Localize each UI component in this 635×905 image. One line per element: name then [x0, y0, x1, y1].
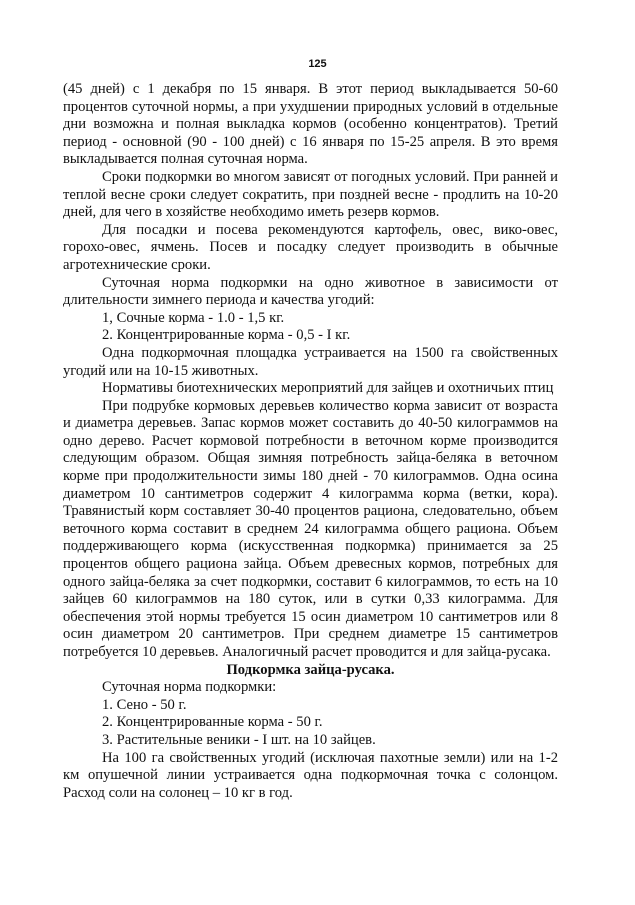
- list-item: 3. Растительные веники - I шт. на 10 зайцев.: [102, 731, 376, 748]
- list-item: 2. Концентрированные корма - 0,5 - I кг.: [102, 327, 351, 344]
- paragraph: Суточная норма подкормки:: [102, 679, 277, 696]
- paragraph: Для посадки и посева рекомендуются картофель, овес, вико-овес, горохо-овес, ячмень. Посев и посадку следует производить в обычные агротехнические сроки.: [63, 221, 558, 273]
- paragraph: Одна подкормочная площадка устраивается на 1500 га свойственных угодий или на 10-15 животных.: [63, 344, 558, 379]
- paragraph: Сроки подкормки во многом зависят от погодных условий. При ранней и теплой весне сроки следует сократить, при поздней весне - продлить на 10-20 дней, для чего в хозяйстве необходимо иметь резерв кормов.: [63, 168, 558, 221]
- page-number: 125: [308, 58, 327, 70]
- paragraph: Суточная норма подкормки на одно животное в зависимости от длительности зимнего периода и качества угодий:: [63, 274, 558, 309]
- paragraph: (45 дней) с 1 декабря по 15 января. В этот период выкладывается 50-60 процентов суточной нормы, а при ухудшении природных условий в отдельные дни возможна и полная выкладка кормов (особенно концентратов). Третий период - основной (90 - 100 дней) с 16 января по 15-25 апреля. В это время выкладывается полная суточная норма.: [63, 81, 558, 168]
- list-item: 2. Концентрированные корма - 50 г.: [102, 714, 323, 731]
- paragraph: На 100 га свойственных угодий (исключая пахотные земли) или на 1-2 км опушечной линии устраивается одна подкормочная точка с солонцом. Расход соли на солонец – 10 кг в год.: [63, 749, 558, 801]
- paragraph: При подрубке кормовых деревьев количество корма зависит от возраста и диаметра деревьев. Запас кормов может составить до 40-50 килограммов на одно дерево. Расчет кормовой потребности в веточном корме производится следующим образом. Общая зимняя потребность зайца-беляка в веточном корме при продолжительности зимы 180 дней - 70 килограммов. Одна осина диаметром 10 сантиметров содержит 4 килограмма корма (ветки, кора). Травянистый корм составляет 30-40 процентов рациона, следовательно, объем веточного корма составит в среднем 24 килограмма общего рациона. Объем поддерживающего корма (искусственная подкормка) принимается за 25 процентов общего рациона зайца. Объем древесных кормов, потребных для одного зайца-беляка за счет подкормки, составит 6 килограммов, то есть на 10 зайцев 60 килограммов на 180 суток, или в сутки 0,33 килограмма. Для обеспечения этой нормы требуется 15 осин диаметром 10 сантиметров или 8 осин диаметром 20 сантиметров. При среднем диаметре 15 сантиметров потребуется 10 деревьев. Аналогичный расчет проводится и для зайца-русака.: [63, 397, 558, 660]
- page-body: [63, 81, 558, 802]
- subheading: Подкормка зайца-русака.: [226, 661, 395, 678]
- list-item: 1. Сено - 50 г.: [102, 696, 187, 713]
- list-item: 1, Сочные корма - 1.0 - 1,5 кг.: [102, 309, 285, 326]
- section-heading: Нормативы биотехнических мероприятий для зайцев и охотничьих птиц: [102, 380, 554, 397]
